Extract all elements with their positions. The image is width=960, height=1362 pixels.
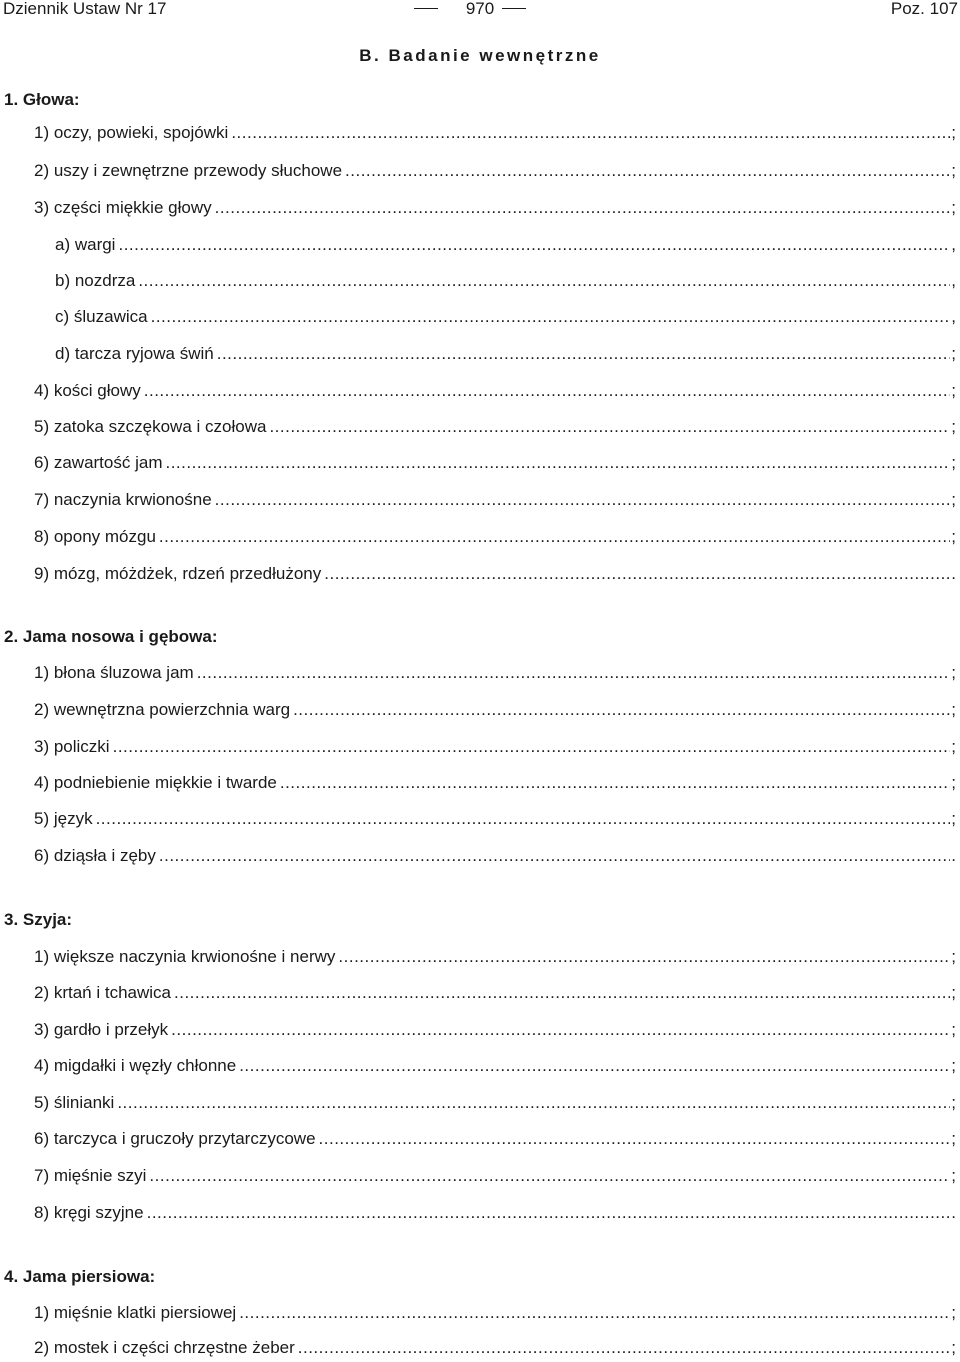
list-item (55, 306, 956, 328)
list-item (34, 772, 956, 794)
position-number: Poz. 107 (890, 0, 958, 18)
list-item (34, 946, 956, 968)
item-end: ; (951, 983, 956, 1002)
item-label: 2) mostek i części chrzęstne żeber (34, 1338, 295, 1357)
item-label: 3) gardło i przełyk (34, 1020, 169, 1039)
dot-leader (159, 845, 950, 867)
dot-leader (217, 343, 951, 365)
item-end: ; (951, 453, 956, 472)
item-label: 7) naczynia krwionośne (34, 490, 212, 509)
dot-leader (174, 982, 950, 1004)
item-end: , (951, 271, 956, 290)
dot-leader (231, 122, 950, 144)
item-end: ; (951, 527, 956, 546)
list-item (34, 122, 956, 144)
list-item (34, 1202, 956, 1224)
list-item (34, 452, 956, 474)
item-end: ; (951, 490, 956, 509)
dot-leader (147, 1202, 951, 1224)
item-end: ; (951, 417, 956, 436)
item-label: 8) opony mózgu (34, 527, 156, 546)
list-item (34, 662, 956, 684)
item-label: 2) uszy i zewnętrzne przewody słuchowe (34, 161, 343, 180)
item-label: 6) dziąsła i zęby (34, 846, 156, 865)
item-label: 4) podniebienie miękkie i twarde (34, 773, 277, 792)
list-item (34, 808, 956, 830)
dot-leader (215, 197, 951, 219)
journal-name: Dziennik Ustaw Nr 17 (3, 0, 167, 18)
item-label: 5) język (34, 809, 93, 828)
item-label: 1) oczy, powieki, spojówki (34, 123, 229, 142)
dot-leader (293, 699, 950, 721)
list-item (34, 563, 956, 585)
item-end: ; (951, 1129, 956, 1148)
dot-leader (117, 1092, 950, 1114)
item-label: 5) zatoka szczękowa i czołowa (34, 417, 267, 436)
dot-leader (269, 416, 950, 438)
dot-leader (197, 662, 951, 684)
item-end: ; (951, 737, 956, 756)
item-label: d) tarcza ryjowa świń (55, 344, 214, 363)
item-end: ; (951, 1056, 956, 1075)
item-end: ; (951, 1166, 956, 1185)
item-label: 4) kości głowy (34, 381, 141, 400)
list-item (55, 270, 956, 292)
dot-leader (159, 526, 950, 548)
section-heading: 4. Jama piersiowa: (4, 1267, 156, 1286)
dot-leader (280, 772, 950, 794)
item-label: 2) krtań i tchawica (34, 983, 171, 1002)
list-item (34, 1302, 956, 1324)
item-end: ; (951, 1093, 956, 1112)
list-item (34, 1128, 956, 1150)
section-heading: 1. Głowa: (4, 90, 80, 109)
list-item (55, 343, 956, 365)
item-end: ; (951, 1338, 956, 1357)
list-item (34, 982, 956, 1004)
item-end: ; (951, 381, 956, 400)
dot-leader (144, 380, 951, 402)
list-item (34, 699, 956, 721)
item-end: ; (951, 773, 956, 792)
item-label: 1) mięśnie klatki piersiowej (34, 1303, 237, 1322)
item-end: ; (951, 123, 956, 142)
item-label: 6) tarczyca i gruczoły przytarczycowe (34, 1129, 316, 1148)
item-end: ; (951, 1020, 956, 1039)
page-header (0, 0, 960, 22)
dot-leader (151, 306, 951, 328)
item-end: . (951, 1203, 956, 1222)
list-item (34, 845, 956, 867)
item-label: 2) wewnętrzna powierzchnia warg (34, 700, 291, 719)
item-end: ; (951, 947, 956, 966)
item-label: 6) zawartość jam (34, 453, 163, 472)
item-label: 3) części miękkie głowy (34, 198, 212, 217)
list-item (34, 160, 956, 182)
item-end: ; (951, 198, 956, 217)
dot-leader (215, 489, 951, 511)
item-end: , (951, 307, 956, 326)
header-rule-right (502, 8, 526, 9)
dot-leader (96, 808, 951, 830)
item-label: 7) mięśnie szyi (34, 1166, 147, 1185)
item-label: 4) migdałki i węzły chłonne (34, 1056, 237, 1075)
item-label: 1) błona śluzowa jam (34, 663, 194, 682)
item-end: ; (951, 161, 956, 180)
dot-leader (171, 1019, 950, 1041)
dot-leader (118, 234, 950, 256)
item-end: ; (951, 700, 956, 719)
item-label: b) nozdrza (55, 271, 136, 290)
section-heading: 3. Szyja: (4, 910, 73, 929)
item-end: ; (951, 663, 956, 682)
dot-leader (239, 1055, 950, 1077)
item-label: 5) ślinianki (34, 1093, 115, 1112)
dot-leader (319, 1128, 951, 1150)
list-item (34, 1092, 956, 1114)
list-item (34, 380, 956, 402)
item-label: 9) mózg, móżdżek, rdzeń przedłużony (34, 564, 322, 583)
item-end: . (951, 564, 956, 583)
dot-leader (239, 1302, 950, 1324)
dot-leader (298, 1337, 951, 1359)
dot-leader (165, 452, 950, 474)
dot-leader (338, 946, 950, 968)
list-item (34, 1055, 956, 1077)
dot-leader (149, 1165, 950, 1187)
list-item (34, 489, 956, 511)
item-label: 8) kręgi szyjne (34, 1203, 144, 1222)
list-item (34, 1165, 956, 1187)
list-item (34, 197, 956, 219)
list-item (34, 1337, 956, 1359)
item-end: . (951, 846, 956, 865)
item-end: ; (951, 1303, 956, 1322)
item-label: c) śluzawica (55, 307, 148, 326)
item-end: ; (951, 344, 956, 363)
list-item (34, 526, 956, 548)
dot-leader (345, 160, 950, 182)
item-end: , (951, 235, 956, 254)
item-label: 1) większe naczynia krwionośne i nerwy (34, 947, 336, 966)
dot-leader (138, 270, 950, 292)
page-number: 970 (465, 0, 495, 18)
item-end: ; (951, 809, 956, 828)
item-label: 3) policzki (34, 737, 110, 756)
item-label: a) wargi (55, 235, 116, 254)
list-item (34, 736, 956, 758)
section-heading: 2. Jama nosowa i gębowa: (4, 627, 218, 646)
dot-leader (324, 563, 950, 585)
list-item (34, 1019, 956, 1041)
document-title: B. Badanie wewnętrzne (359, 46, 601, 65)
list-item (34, 416, 956, 438)
list-item (55, 234, 956, 256)
dot-leader (113, 736, 951, 758)
